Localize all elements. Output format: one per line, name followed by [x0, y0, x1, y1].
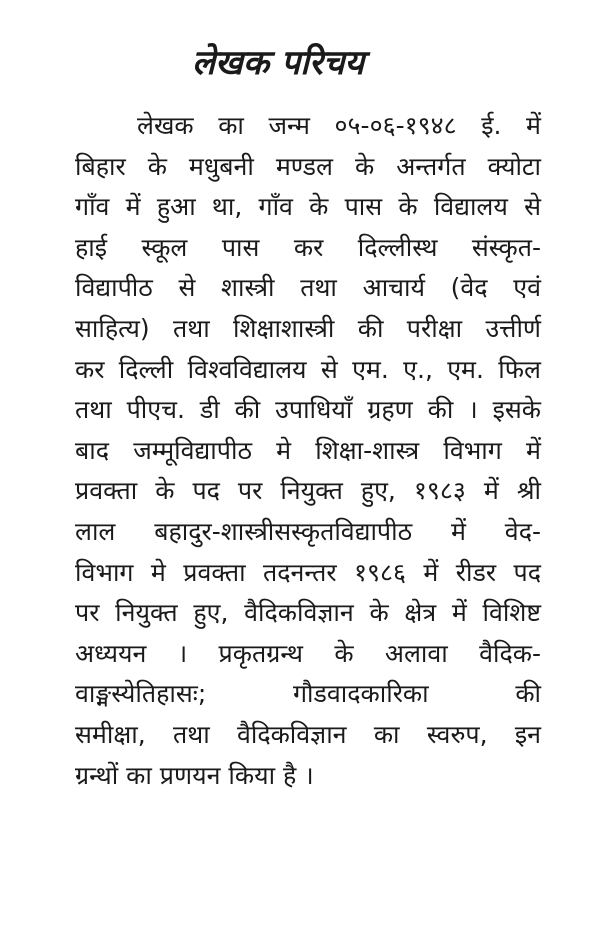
text-line: तथा पीएच. डी की उपाधियाँ ग्रहण की । इसके	[75, 395, 541, 425]
page-title: लेखक परिचय	[192, 43, 365, 83]
text-line: अध्ययन । प्रकृतग्रन्थ के अलावा वैदिक-	[75, 638, 541, 668]
text-line: बाद जम्मूविद्यापीठ मे शिक्षा-शास्त्र विभाग में	[75, 435, 541, 465]
text-line: विभाग मे प्रवक्ता तदनन्तर १९८६ में रीडर पद	[75, 557, 541, 587]
text-line: साहित्य) तथा शिक्षाशास्त्री की परीक्षा उत्तीर्ण	[75, 313, 541, 343]
text-line: कर दिल्ली विश्वविद्यालय से एम. ए., एम. फिल	[75, 354, 541, 384]
author-bio-paragraph	[75, 106, 541, 796]
text-line: पर नियुक्त हुए, वैदिकविज्ञान के क्षेत्र में विशिष्ट	[75, 598, 541, 628]
text-line: प्रवक्ता के पद पर नियुक्त हुए, १९८३ में श्री	[75, 476, 541, 506]
text-line: लाल बहादुर-शास्त्रीसस्कृतविद्यापीठ में वेद-	[75, 516, 541, 546]
text-line: बिहार के मधुबनी मण्डल के अन्तर्गत क्योटा	[75, 151, 541, 181]
text-line: विद्यापीठ से शास्त्री तथा आचार्य (वेद एवं	[75, 273, 541, 303]
text-line: हाई स्कूल पास कर दिल्लीस्थ संस्कृत-	[75, 232, 541, 262]
text-line: गाँव में हुआ था, गाँव के पास के विद्यालय से	[75, 192, 541, 222]
text-line: लेखक का जन्म ०५-०६-१९४८ ई. में	[137, 111, 541, 140]
text-line: ग्रन्थों का प्रणयन किया है ।	[75, 760, 314, 790]
text-line: वाङ्मस्येतिहासः; गौडवादकारिका की	[75, 679, 541, 709]
text-line: समीक्षा, तथा वैदिकविज्ञान का स्वरुप, इन	[75, 719, 541, 749]
